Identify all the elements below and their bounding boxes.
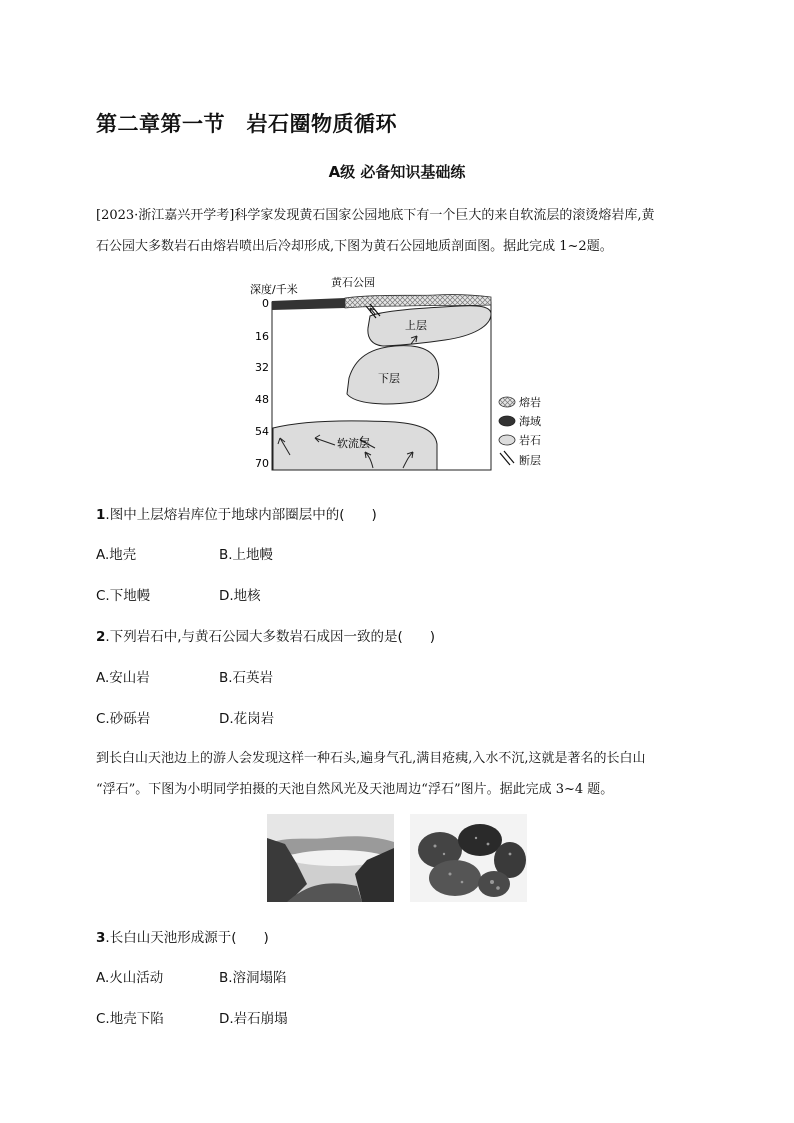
intro-line: [2023·浙江嘉兴开学考]科学家发现黄石国家公园地底下有一个巨大的来自软流层的滚烫熔岩库,黄 xyxy=(96,208,655,223)
legend-label: 熔岩 xyxy=(519,396,541,409)
option-b[interactable]: B.上地幔 xyxy=(219,547,274,563)
option-c[interactable]: C.地壳下陷 xyxy=(96,1011,164,1027)
level-title: A级 必备知识基础练 xyxy=(328,163,466,181)
chapter-title: 第二章第一节 xyxy=(96,112,225,136)
option-c[interactable]: C.下地幔 xyxy=(96,588,151,604)
page-title xyxy=(96,108,397,138)
option-d[interactable]: D.岩石崩塌 xyxy=(219,1011,288,1027)
question-1-stem xyxy=(96,503,377,523)
lava-legend-icon xyxy=(499,397,515,407)
tick-label: 48 xyxy=(255,393,269,406)
tick-label: 32 xyxy=(255,361,269,374)
legend-label: 岩石 xyxy=(519,434,541,447)
asthenosphere-label: 软流层 xyxy=(337,437,370,450)
question-number: 1 xyxy=(96,507,106,523)
question-text: .下列岩石中,与黄石公园大多数岩石成因一致的是( ) xyxy=(105,629,436,645)
question-number: 3 xyxy=(96,930,106,946)
option-d[interactable]: D.花岗岩 xyxy=(219,711,275,727)
question-3-stem xyxy=(96,926,269,946)
tick-label: 16 xyxy=(255,330,269,343)
pumice-stones-photo xyxy=(410,814,527,902)
fault-legend-icon xyxy=(500,451,514,465)
tick-label: 70 xyxy=(255,457,269,470)
tick-label: 0 xyxy=(262,297,269,310)
option-b[interactable]: B.溶洞塌陷 xyxy=(219,970,287,986)
upper-chamber-label: 上层 xyxy=(405,319,427,332)
option-d[interactable]: D.地核 xyxy=(219,588,261,604)
y-axis-label: 深度/千米 xyxy=(250,283,298,296)
question-text: .长白山天池形成源于( ) xyxy=(105,930,269,946)
section-title: 岩石圈物质循环 xyxy=(246,112,397,136)
option-a[interactable]: A.地壳 xyxy=(96,547,137,563)
legend xyxy=(499,395,541,467)
lower-chamber-label: 下层 xyxy=(378,372,400,385)
option-c[interactable]: C.砂砾岩 xyxy=(96,711,151,727)
figure-title: 黄石公园 xyxy=(331,276,375,289)
tianchi-landscape-photo xyxy=(267,814,394,902)
legend-label: 海域 xyxy=(519,415,541,428)
intro-line: 石公园大多数岩石由熔岩喷出后冷却形成,下图为黄石公园地质剖面图。据此完成 1~2题。 xyxy=(96,239,613,254)
option-b[interactable]: B.石英岩 xyxy=(219,670,274,686)
question-text: .图中上层熔岩库位于地球内部圈层中的( ) xyxy=(105,507,377,523)
option-a[interactable]: A.火山活动 xyxy=(96,970,164,986)
intro-line: 到长白山天池边上的游人会发现这样一种石头,遍身气孔,满目疮痍,入水不沉,这就是著名的长白山 xyxy=(96,751,646,766)
question-2-stem xyxy=(96,625,435,645)
sea-legend-icon xyxy=(499,416,515,426)
rock-legend-icon xyxy=(499,435,515,445)
legend-label: 断层 xyxy=(519,454,541,467)
tick-label: 54 xyxy=(255,425,269,438)
intro-line: “浮石”。下图为小明同学拍摄的天池自然风光及天池周边“浮石”图片。据此完成 3~4 题。 xyxy=(96,782,614,797)
geologic-cross-section-figure xyxy=(245,270,555,475)
depth-ticks xyxy=(255,297,269,470)
option-a[interactable]: A.安山岩 xyxy=(96,670,150,686)
intro-paragraph-2 xyxy=(96,743,701,805)
intro-paragraph-1 xyxy=(96,200,701,262)
sea-area xyxy=(272,298,345,310)
question-number: 2 xyxy=(96,629,106,645)
